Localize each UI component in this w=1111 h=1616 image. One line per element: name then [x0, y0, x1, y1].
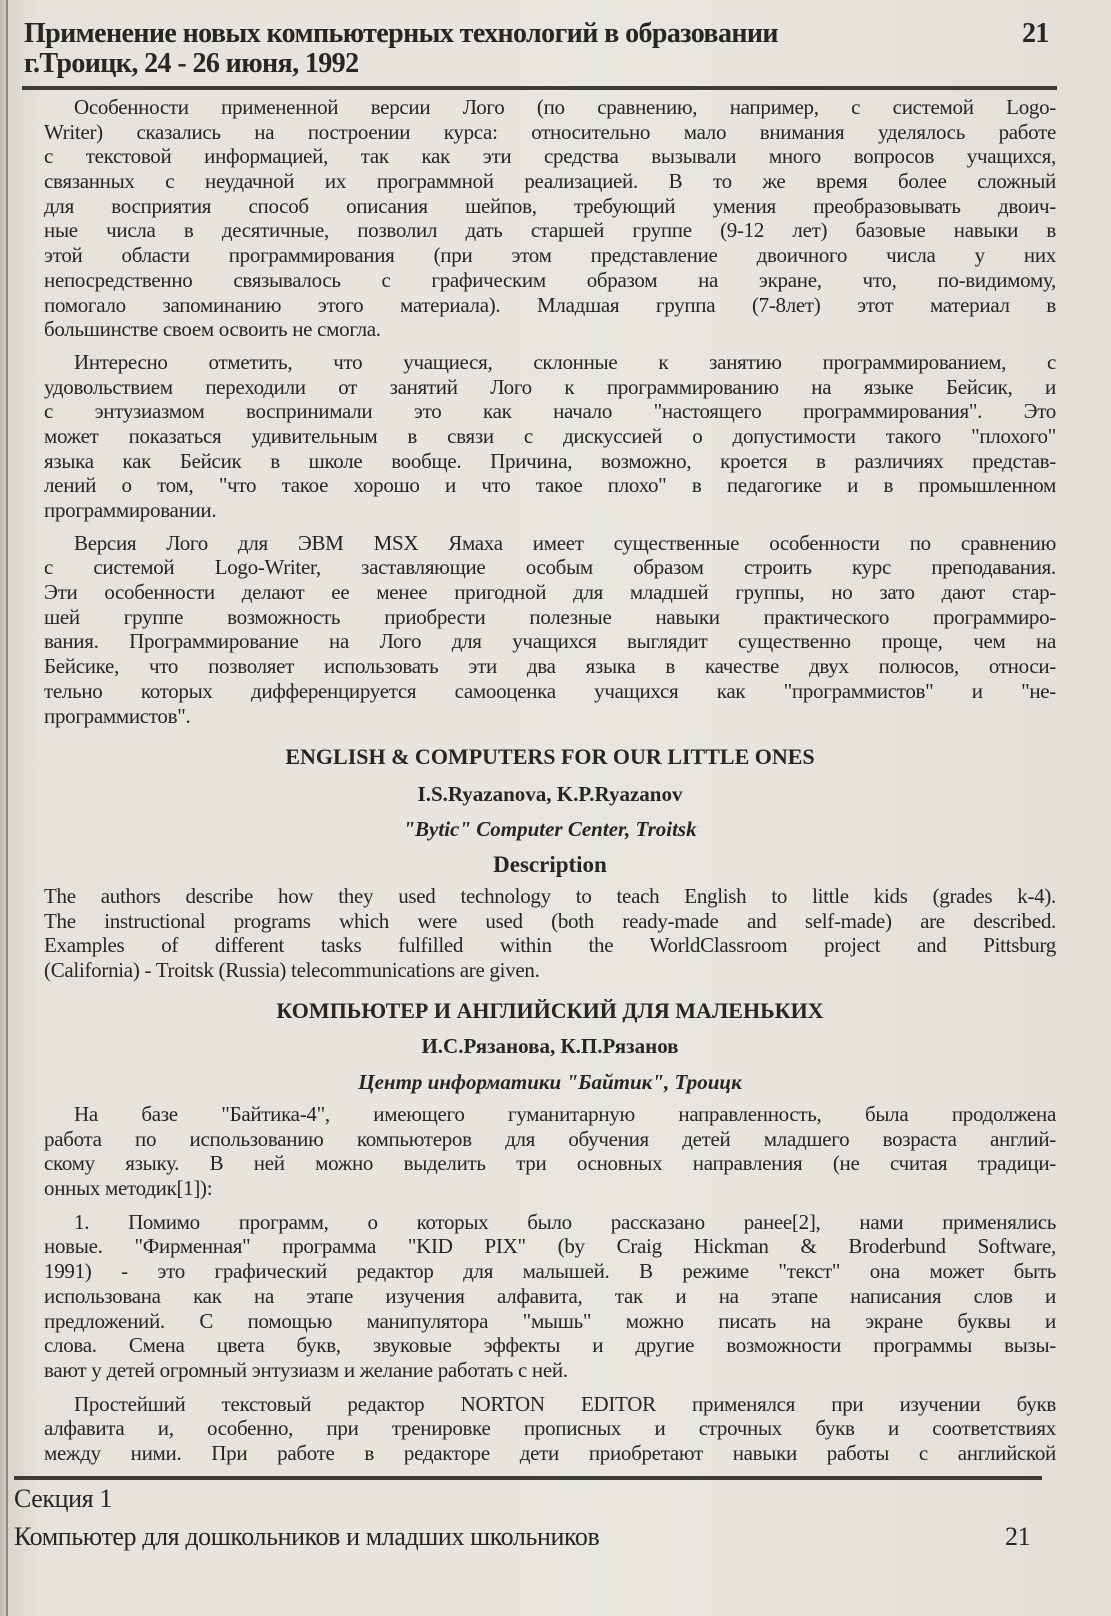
- text-line: между ними. При работе в редакторе дети приобретают навыки работы с английской: [44, 1440, 1056, 1465]
- text-line: для восприятия способ описания шейпов, требующий умения преобразовывать двоич-: [44, 193, 1056, 218]
- text-line: с системой Logo-Writer, заставляющие особым образом строить курс преподавания.: [44, 555, 1056, 580]
- text-line: Бейсике, что позволяет использовать эти два языка в качестве двух полюсов, относи-: [44, 654, 1056, 679]
- english-article-authors: I.S.Ryazanova, K.P.Ryazanov: [417, 782, 683, 806]
- english-description: [44, 884, 1056, 983]
- section1-text: [44, 95, 1056, 728]
- text-line: Эти особенности делают ее менее пригодной для младшей группы, но зато дают стар-: [44, 580, 1056, 605]
- header-page-number: 21: [1022, 18, 1049, 49]
- footer-section-title: Компьютер для дошкольников и младших школьников: [14, 1522, 600, 1551]
- text-line: связанных с неудачной их программной реализацией. В то же время более сложный: [44, 169, 1056, 194]
- text-line: этой области программирования (при этом представление двоичного числа у них: [44, 243, 1056, 268]
- text-line: алфавита и, особенно, при тренировке прописных и строчных букв и соответствиях: [44, 1416, 1056, 1441]
- text-line: лений о том, "что такое хорошо и что такое плохо" в педагогике и в промышленном: [44, 473, 1056, 498]
- text-line: Интересно отметить, что учащиеся, склонные к занятию программированием, с: [74, 349, 1056, 374]
- text-line: Простейший текстовый редактор NORTON EDITOR применялся при изучении букв: [74, 1391, 1056, 1416]
- english-article-title: ENGLISH & COMPUTERS FOR OUR LITTLE ONES: [285, 744, 815, 769]
- footer-section: Секция 1: [14, 1484, 112, 1513]
- russian-article-authors: И.С.Рязанова, К.П.Рязанов: [421, 1034, 679, 1058]
- paragraph: [44, 531, 1056, 729]
- russian-article-body: [44, 1102, 1056, 1466]
- text-line: 1. Помимо программ, о которых было рассказано ранее[2], нами применялись: [74, 1209, 1056, 1234]
- text-line: Examples of different tasks fulfilled within the WorldClassroom project and Pittsburg: [44, 933, 1056, 958]
- text-line: скому языку. В ней можно выделить три основных направления (не считая традици-: [44, 1151, 1056, 1176]
- paragraph: [44, 350, 1056, 523]
- text-line: непосредственно связывалось с графическим образом на экране, что, по-видимому,: [44, 267, 1056, 292]
- text-line: предложений. С помощью манипулятора "мышь" можно писать на экране буквы и: [44, 1308, 1056, 1333]
- text-line: программировании.: [44, 498, 217, 522]
- footer-page-number: 21: [1005, 1522, 1031, 1551]
- text-line: Особенности примененной версии Лого (по сравнению, например, с системой Logo-: [74, 95, 1056, 119]
- text-line: слова. Смена цвета букв, звуковые эффекты и другие возможности программы вызы-: [44, 1333, 1056, 1358]
- text-line: 1991) - это графический редактор для малышей. В режиме "текст" она может быть: [44, 1259, 1056, 1284]
- text-line: ные числа в десятичные, позволил дать старшей группе (9-12 лет) базовые навыки в: [44, 218, 1056, 243]
- page-edge: [6, 0, 8, 1616]
- russian-article-title: КОМПЬЮТЕР И АНГЛИЙСКИЙ ДЛЯ МАЛЕНЬКИХ: [276, 998, 824, 1023]
- text-line: вания. Программирование на Лого для учащихся выглядит существенно проще, чем на: [44, 629, 1056, 654]
- text-line: шей группе возможность приобрести полезные навыки практического программиро-: [44, 604, 1056, 629]
- text-line: The instructional programs which were used (both ready-made and self-made) are described.: [44, 908, 1056, 933]
- text-line: с энтузиазмом воспринимали это как начало "настоящего программирования". Это: [44, 399, 1056, 424]
- text-line: (California) - Troitsk (Russia) telecommunications are given.: [44, 958, 540, 983]
- footer-rule: [14, 1476, 1042, 1480]
- text-line: онных методик[1]):: [44, 1176, 213, 1201]
- text-line: Writer) сказались на построении курса: относительно мало внимания уделялось работе: [44, 119, 1056, 144]
- text-line: может показаться удивительным в связи с дискуссией о допустимости такого "плохого": [44, 423, 1056, 448]
- running-header-subtitle: г.Троицк, 24 - 26 июня, 1992: [24, 48, 359, 79]
- paragraph: [44, 884, 1056, 983]
- paragraph: [44, 95, 1056, 342]
- text-line: На базе "Байтика-4", имеющего гуманитарную направленность, была продолжена: [74, 1102, 1056, 1126]
- text-line: с текстовой информацией, так как эти средства вызывали много вопросов учащихся,: [44, 144, 1056, 169]
- text-line: Версия Лого для ЭВМ MSX Ямаха имеет существенные особенности по сравнению: [74, 530, 1056, 555]
- text-line: работа по использованию компьютеров для обучения детей младшего возраста англий-: [44, 1126, 1056, 1151]
- header-rule: [22, 86, 1057, 90]
- text-line: новые. "Фирменная" программа "KID PIX" (by Craig Hickman & Broderbund Software,: [44, 1234, 1056, 1259]
- text-line: The authors describe how they used technology to teach English to little kids (grades k-4).: [44, 884, 1056, 908]
- running-header-title: Применение новых компьютерных технологий в образовании: [24, 18, 778, 49]
- russian-article-affiliation: Центр информатики "Байтик", Троицк: [358, 1070, 742, 1094]
- text-line: использована как на этапе изучения алфавита, так и на этапе написания слов и: [44, 1283, 1056, 1308]
- text-line: программистов".: [44, 703, 191, 728]
- english-article-affiliation: "Bytic" Computer Center, Troitsk: [403, 817, 697, 841]
- text-line: языка как Бейсик в школе вообще. Причина, возможно, кроется в различиях представ-: [44, 448, 1056, 473]
- text-line: удовольствием переходили от занятий Лого к программированию на языке Бейсик, и: [44, 374, 1056, 399]
- paragraph: [44, 1210, 1056, 1383]
- description-heading: Description: [493, 852, 607, 877]
- text-line: вают у детей огромный энтузиазм и желание работать с ней.: [44, 1357, 568, 1382]
- text-line: тельно которых дифференцируется самооценка учащихся как "программистов" и "не-: [44, 678, 1056, 703]
- text-line: большинстве своем освоить не смогла.: [44, 317, 381, 342]
- text-line: помогало запоминанию этого материала). Младшая группа (7-8лет) этот материал в: [44, 292, 1056, 317]
- paragraph: [44, 1102, 1056, 1201]
- paragraph: [44, 1392, 1056, 1466]
